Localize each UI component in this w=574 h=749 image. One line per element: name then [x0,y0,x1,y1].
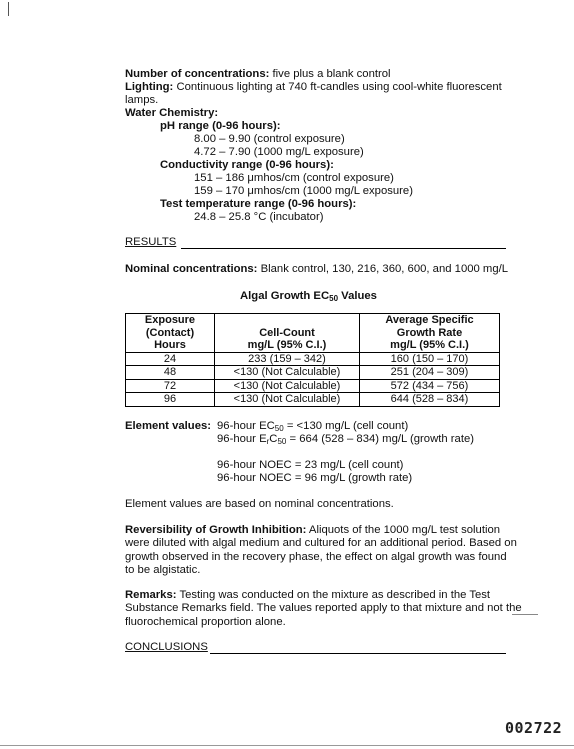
header-growth-rate [360,314,500,353]
ph-range-exposure: 4.72 – 7.90 (1000 mg/L exposure) [194,146,364,158]
header-growth-rate-line1: Average Specific [385,314,474,326]
scan-mark-top [8,2,9,16]
cell-growth-rate-value: 251 (204 – 309) [360,366,500,380]
header-exposure-line2: (Contact) [145,326,195,339]
remarks-text: Testing was conducted on the mixture as described in the Test Substance Remarks field. The values reported apply to that mixture and not the fluorochemical proportion alone. [125,589,522,628]
cell-growth-rate-value: 644 (528 – 834) [360,393,500,407]
cell-hours: 72 [126,379,215,393]
reversibility-text: Aliquots of the 1000 mg/L test solution were diluted with algal medium and cultured for an additional period. Based on growth observed in the recovery phase, the effect on algal growth was found to be algistatic. [125,524,517,577]
remarks-label: Remarks: [125,589,177,601]
lighting-paragraph [125,81,520,108]
scan-mark-bottom [0,745,574,746]
cell-count-value: 233 (159 – 342) [215,352,360,366]
element-value-erc50 [217,433,474,446]
num-concentrations-label: Number of concentrations: [125,68,270,80]
header-cell-count [215,314,360,353]
conclusions-rule [210,653,506,654]
table-title-main: Algal Growth EC [240,290,330,302]
ph-range-label: pH range (0-96 hours): [160,120,281,132]
results-heading: RESULTS [125,236,177,248]
reversibility-label: Reversibility of Growth Inhibition: [125,524,307,536]
header-growth-rate-line2: Growth Rate [396,326,463,339]
nominal-concentrations-line [125,263,508,276]
element-value-ec50 [217,420,408,433]
remarks-paragraph [125,589,523,629]
erc50-subscript-50: 50 [277,437,287,446]
header-cell-count-line1: Cell-Count [259,326,315,339]
table-title-subscript: 50 [329,294,339,303]
ec50-subscript: 50 [274,424,284,433]
ec50-value: = <130 mg/L (cell count) [283,420,409,432]
header-exposure-line1: Exposure [144,314,196,326]
table-row [126,379,500,393]
nominal-concentrations-value: Blank control, 130, 216, 360, 600, and 1000 mg/L [260,263,509,275]
lighting-value: Continuous lighting at 740 ft-candles using cool-white fluorescent lamps. [125,81,502,107]
reversibility-paragraph [125,524,517,578]
cell-growth-rate-value: 160 (150 – 170) [360,352,500,366]
erc50-value: = 664 (528 – 834) mg/L (growth rate) [286,433,475,445]
table-row [126,366,500,380]
temperature-value: 24.8 – 25.8 °C (incubator) [194,211,324,223]
cell-hours: 48 [126,366,215,380]
num-concentrations-value: five plus a blank control [272,68,391,80]
table-row [126,393,500,407]
nominal-concentrations-label: Nominal concentrations: [125,263,258,275]
cell-growth-rate-value: 572 (434 – 756) [360,379,500,393]
header-exposure-hours [126,314,215,353]
element-values-label: Element values: [125,420,212,432]
lighting-label: Lighting: [125,81,174,93]
table-header-row [126,314,500,353]
nominal-note: Element values are based on nominal concentrations. [125,498,394,510]
table-row [126,352,500,366]
cell-hours: 24 [126,352,215,366]
cell-count-value: <130 (Not Calculable) [215,393,360,407]
table-title-suffix: Values [338,290,377,302]
water-chemistry-label: Water Chemistry: [125,107,219,119]
cell-hours: 96 [126,393,215,407]
header-exposure-line3: Hours [154,339,186,351]
scan-speck [512,614,538,615]
cell-count-value: <130 (Not Calculable) [215,379,360,393]
header-cell-count-line2: mg/L (95% C.I.) [247,339,327,351]
header-growth-rate-line3: mg/L (95% C.I.) [390,339,469,351]
erc50-c: C [269,433,278,445]
conductivity-exposure: 159 – 170 μmhos/cm (1000 mg/L exposure) [194,185,413,197]
conductivity-label: Conductivity range (0-96 hours): [160,159,334,171]
conductivity-control: 151 – 186 μmhos/cm (control exposure) [194,172,394,184]
temperature-label: Test temperature range (0-96 hours): [160,198,357,210]
erc50-subscript-r: r [266,437,270,446]
conclusions-heading: CONCLUSIONS [125,641,208,653]
algal-growth-table [125,313,500,407]
results-rule [181,248,506,249]
erc50-prefix: 96-hour E [217,433,267,445]
noec-cell-count: 96-hour NOEC = 23 mg/L (cell count) [217,459,404,471]
ph-range-control: 8.00 – 9.90 (control exposure) [194,133,345,145]
num-concentrations-line [125,68,391,81]
table-title [240,290,377,303]
page-number-stamp: 002722 [505,719,563,737]
ec50-prefix: 96-hour EC [217,420,275,432]
cell-count-value: <130 (Not Calculable) [215,366,360,380]
noec-growth-rate: 96-hour NOEC = 96 mg/L (growth rate) [217,472,413,484]
